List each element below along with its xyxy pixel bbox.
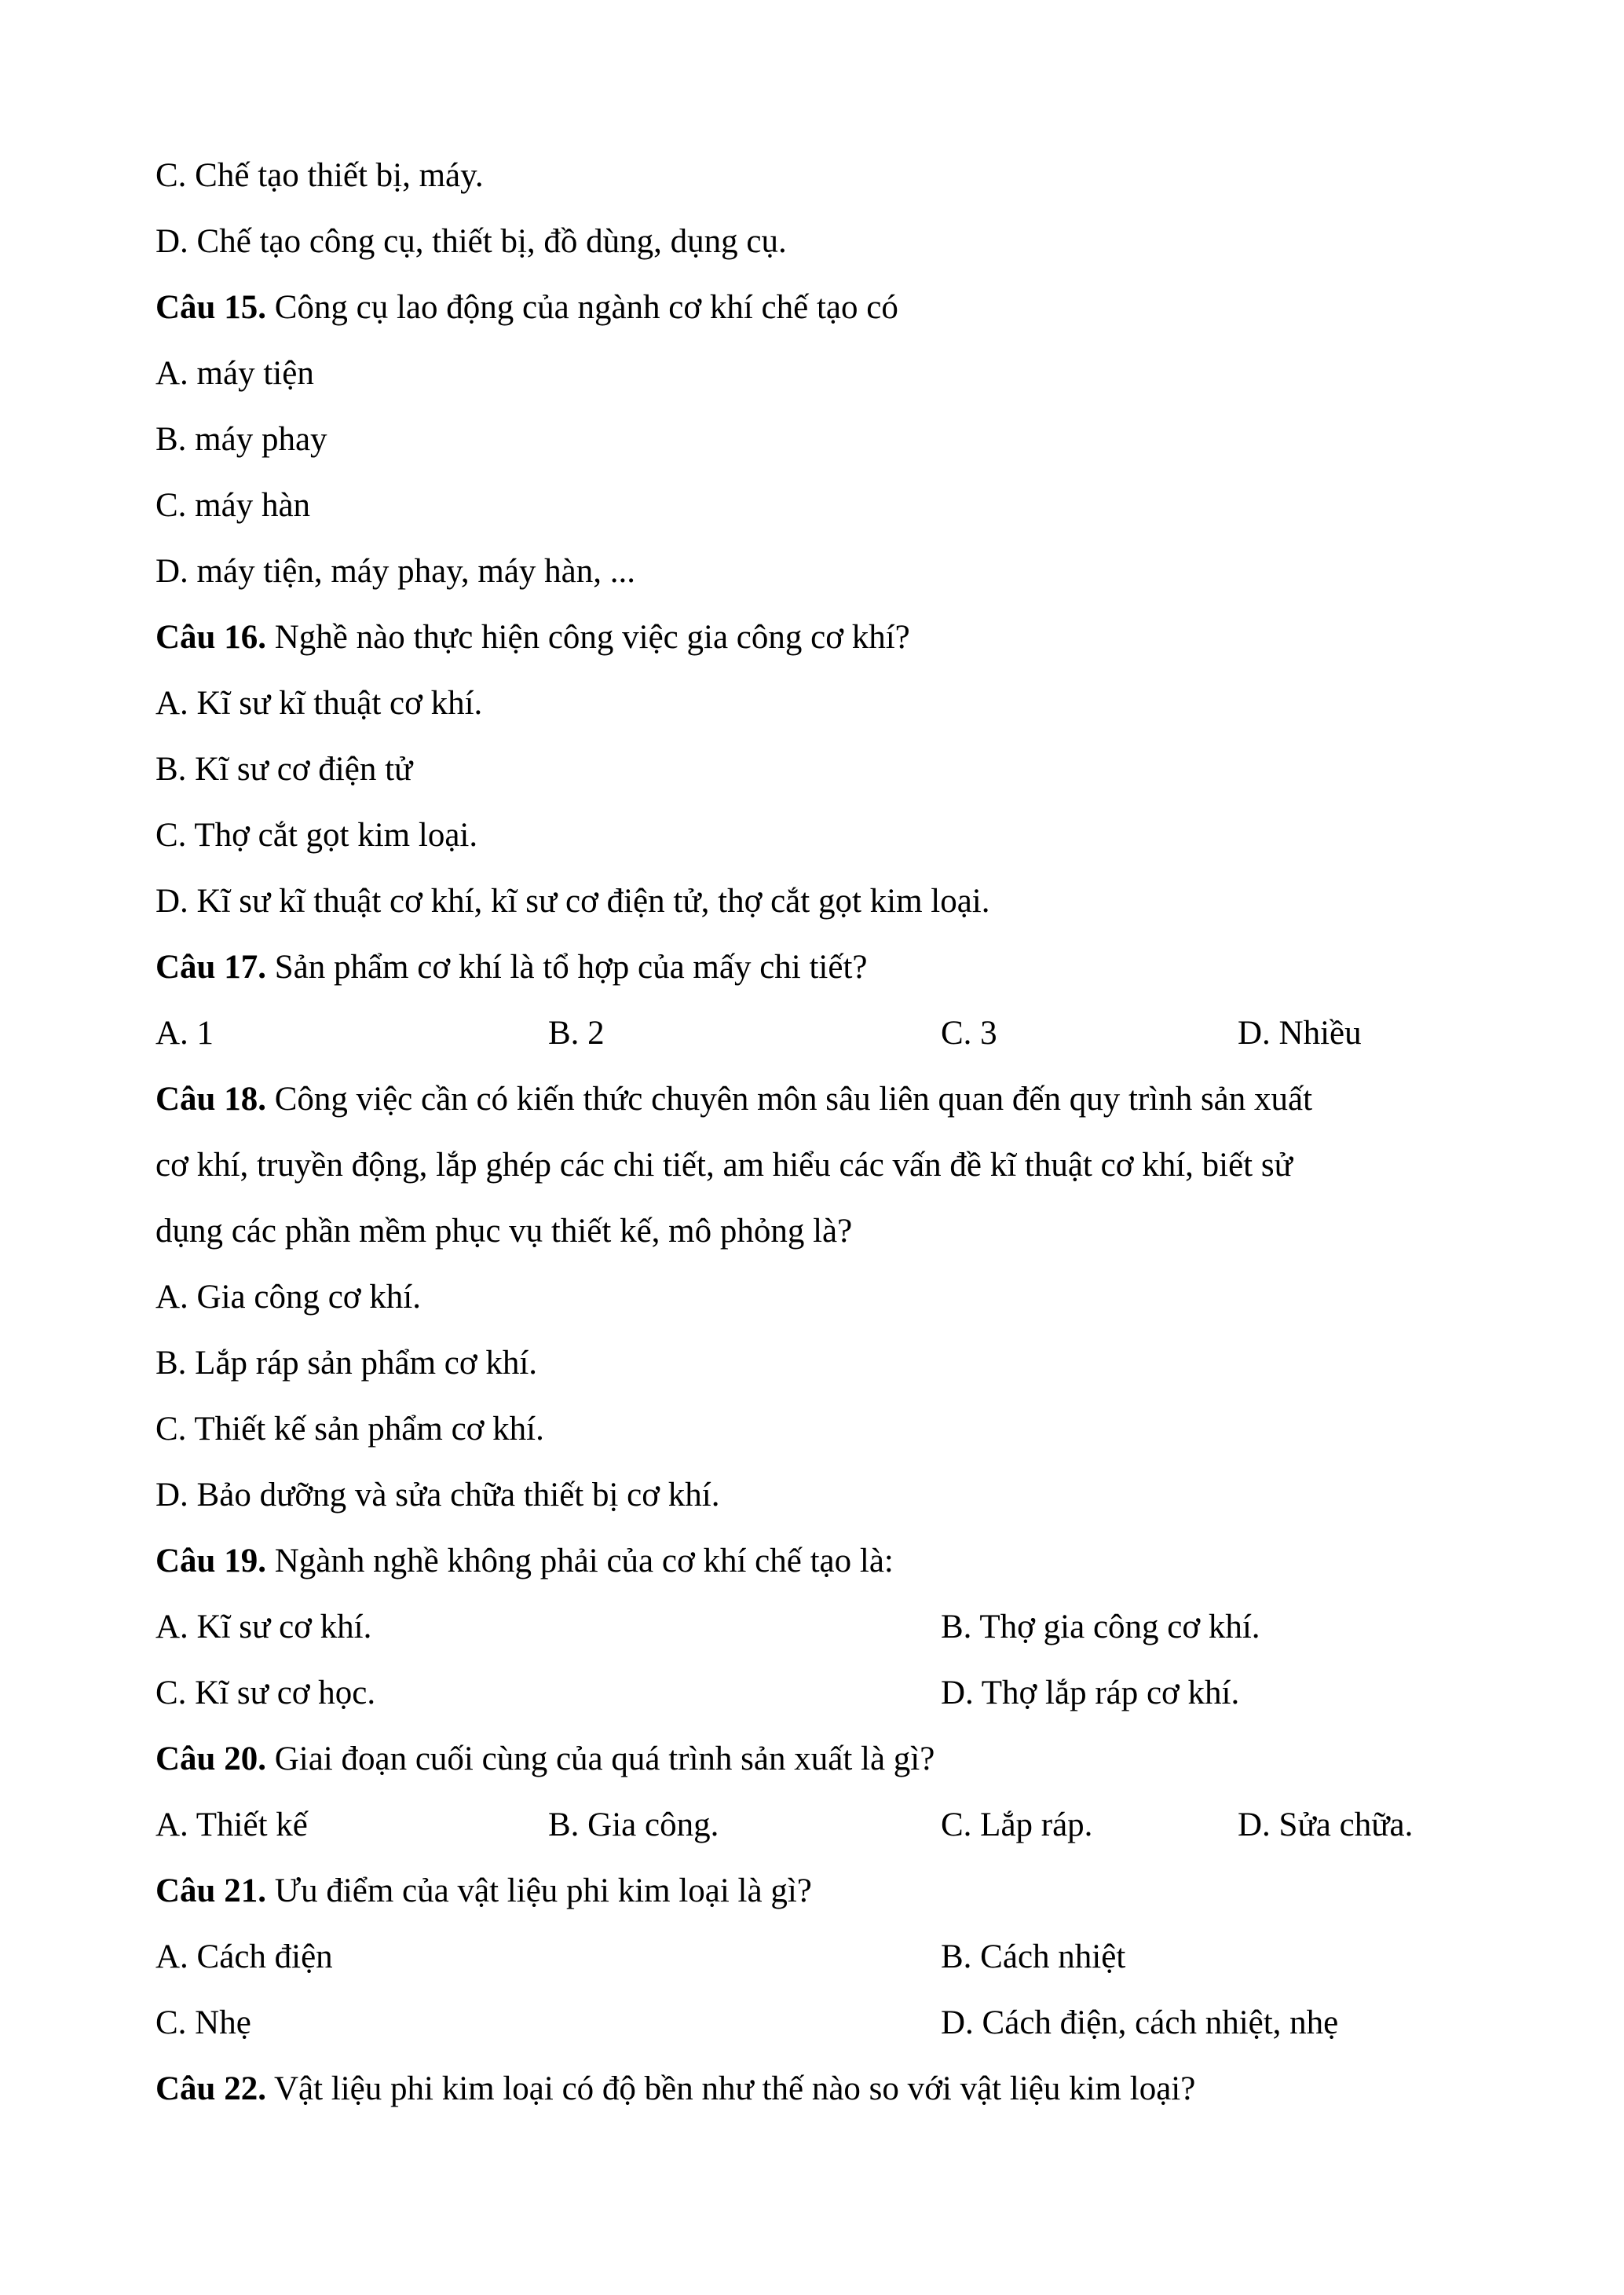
question-18-label: Câu 18.	[155, 1081, 266, 1118]
question-22-label: Câu 22.	[155, 2070, 266, 2107]
option-d-q15: D. máy tiện, máy phay, máy hàn, ...	[155, 553, 636, 590]
option-d-q20: D. Sửa chữa.	[1238, 1806, 1414, 1843]
question-16-label: Câu 16.	[155, 619, 266, 656]
option-c-q14: C. Chế tạo thiết bị, máy.	[155, 157, 484, 194]
option-b-q20: B. Gia công.	[548, 1806, 719, 1843]
question-18	[155, 1079, 1312, 1120]
option-d-q21: D. Cách điện, cách nhiệt, nhẹ	[941, 2004, 1339, 2041]
question-22	[155, 2069, 1195, 2110]
question-21-label: Câu 21.	[155, 1872, 266, 1909]
question-15	[155, 287, 898, 328]
option-d-q14: D. Chế tạo công cụ, thiết bị, đồ dùng, dụng cụ.	[155, 223, 787, 260]
question-16	[155, 617, 910, 658]
question-15-text: Công cụ lao động của ngành cơ khí chế tạo có	[265, 289, 898, 326]
question-17-label: Câu 17.	[155, 949, 266, 986]
option-a-q21: A. Cách điện	[155, 1938, 333, 1975]
option-d-q16: D. Kĩ sư kĩ thuật cơ khí, kĩ sư cơ điện tử, thợ cắt gọt kim loại.	[155, 883, 990, 920]
question-20	[155, 1739, 935, 1780]
option-a-q17: A. 1	[155, 1015, 214, 1052]
question-22-text: Vật liệu phi kim loại có độ bền như thế nào so với vật liệu kim loại?	[265, 2070, 1196, 2107]
option-c-q18: C. Thiết kế sản phẩm cơ khí.	[155, 1411, 544, 1448]
question-15-label: Câu 15.	[155, 289, 266, 326]
option-c-q19: C. Kĩ sư cơ học.	[155, 1675, 376, 1711]
option-c-q16: C. Thợ cắt gọt kim loại.	[155, 817, 478, 854]
option-b-q21: B. Cách nhiệt	[941, 1938, 1126, 1975]
question-19-label: Câu 19.	[155, 1543, 266, 1579]
option-a-q19: A. Kĩ sư cơ khí.	[155, 1609, 372, 1645]
question-17-text: Sản phẩm cơ khí là tổ hợp của mấy chi tiết?	[265, 949, 868, 986]
option-a-q20: A. Thiết kế	[155, 1806, 308, 1843]
option-b-q15: B. máy phay	[155, 421, 327, 458]
option-d-q19: D. Thợ lắp ráp cơ khí.	[941, 1675, 1240, 1711]
option-a-q16: A. Kĩ sư kĩ thuật cơ khí.	[155, 685, 483, 722]
option-c-q21: C. Nhẹ	[155, 2004, 251, 2041]
option-d-q18: D. Bảo dưỡng và sửa chữa thiết bị cơ khí.	[155, 1477, 720, 1514]
question-20-label: Câu 20.	[155, 1740, 266, 1777]
option-c-q20: C. Lắp ráp.	[941, 1806, 1093, 1843]
question-18-text-line3: dụng các phần mềm phục vụ thiết kế, mô phỏng là?	[155, 1213, 853, 1250]
question-17	[155, 947, 868, 988]
question-16-text: Nghề nào thực hiện công việc gia công cơ khí?	[265, 619, 910, 656]
option-c-q15: C. máy hàn	[155, 487, 311, 524]
question-19	[155, 1541, 894, 1582]
option-d-q17: D. Nhiều	[1238, 1015, 1362, 1052]
option-b-q17: B. 2	[548, 1015, 605, 1052]
option-a-q18: A. Gia công cơ khí.	[155, 1279, 421, 1316]
option-c-q17: C. 3	[941, 1015, 997, 1052]
option-b-q18: B. Lắp ráp sản phẩm cơ khí.	[155, 1345, 538, 1382]
question-18-text-line1: Công việc cần có kiến thức chuyên môn sâu liên quan đến quy trình sản xuất	[265, 1081, 1313, 1118]
question-20-text: Giai đoạn cuối cùng của quá trình sản xuất là gì?	[265, 1740, 935, 1777]
question-18-text-line2: cơ khí, truyền động, lắp ghép các chi tiết, am hiểu các vấn đề kĩ thuật cơ khí, biết sử	[155, 1147, 1293, 1184]
option-b-q16: B. Kĩ sư cơ điện tử	[155, 751, 413, 788]
question-19-text: Ngành nghề không phải của cơ khí chế tạo là:	[265, 1543, 894, 1579]
question-21-text: Ưu điểm của vật liệu phi kim loại là gì?	[265, 1872, 812, 1909]
option-b-q19: B. Thợ gia công cơ khí.	[941, 1609, 1260, 1645]
question-21	[155, 1871, 812, 1912]
option-a-q15: A. máy tiện	[155, 355, 314, 392]
